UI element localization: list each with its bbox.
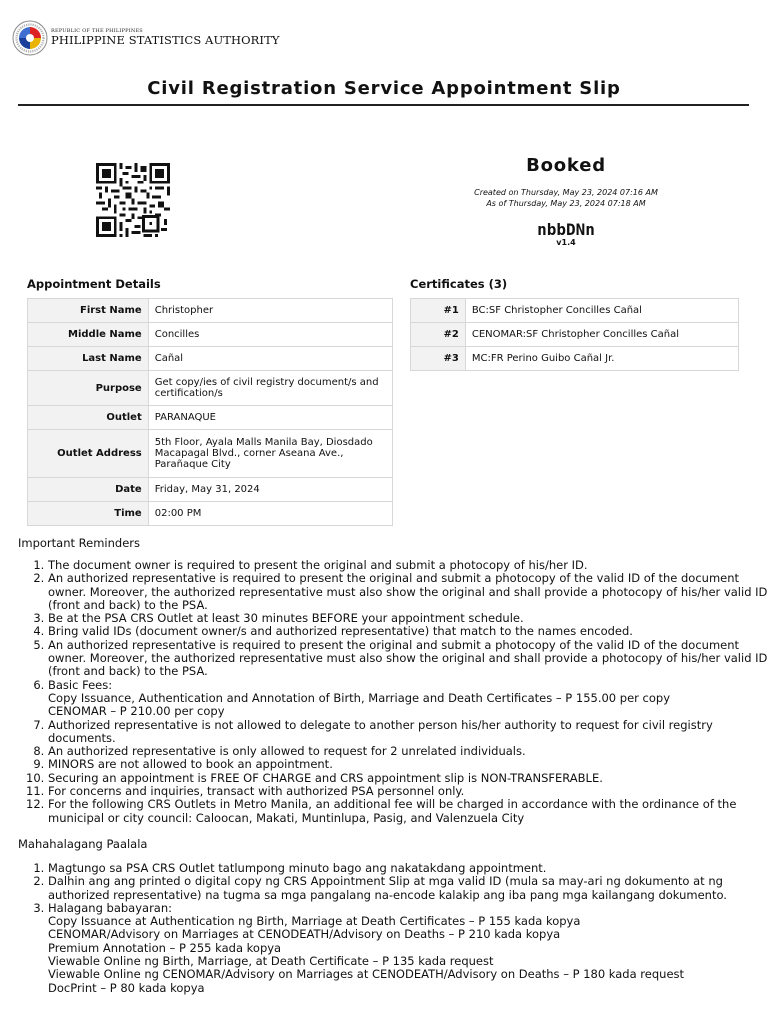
list-item-text: 7. Authorized representative is not allowed to delegate to another person his/her authority to request for civil registry documents. <box>48 717 713 745</box>
list-item-text: 12. For the following CRS Outlets in Metro Manila, an additional fee will be charged in accordance with the ordinance of the municipal or city council: Caloocan, Makati, Muntinlupa, Pasig, and Valenzuela City <box>48 797 737 825</box>
list-item-subline: CENOMAR/Advisory on Marriages at CENODEATH/Advisory on Deaths – P 210 kada kopya <box>48 927 561 942</box>
list-item <box>48 612 768 625</box>
list-item-text: 4. Bring valid IDs (document owner/s and authorized representative) that match to the names encoded. <box>48 624 633 639</box>
field-label: Purpose <box>28 371 149 406</box>
table-row <box>28 323 393 347</box>
appointment-table <box>27 298 393 526</box>
qr-code <box>95 163 171 237</box>
field-value: Get copy/ies of civil registry document/s and certification/s <box>148 371 392 406</box>
title-divider <box>18 104 749 106</box>
field-value: 5th Floor, Ayala Malls Manila Bay, Diosdado Macapagal Blvd., corner Aseana Ave., Parañaque City <box>148 430 392 478</box>
field-label: Time <box>28 502 149 526</box>
field-label: Date <box>28 478 149 502</box>
certificate-value: BC:SF Christopher Concilles Cañal <box>465 299 738 323</box>
field-label: Outlet <box>28 406 149 430</box>
list-item-subline: DocPrint – P 80 kada kopya <box>48 980 205 995</box>
list-item-subline: Premium Annotation – P 255 kada kopya <box>48 940 282 955</box>
psa-header <box>12 14 280 62</box>
list-item-subline: CENOMAR – P 210.00 per copy <box>48 704 225 719</box>
list-item-text: 9. MINORS are not allowed to book an appointment. <box>48 757 333 772</box>
list-item <box>48 639 768 679</box>
list-item <box>48 758 768 771</box>
list-item-subline: Copy Issuance at Authentication ng Birth, Marriage at Death Certificates – P 155 kada kopya <box>48 914 581 929</box>
list-item-text: 2. Dalhin ang ang printed o digital copy ng CRS Appointment Slip at mga valid ID (mula sa may-ari ng dokumento at ng authorized representative) na tugma sa mga pangalang na-encode kalakip ang iba pang mga kailangang dokumento. <box>48 874 727 902</box>
paalala-heading: Mahahalagang Paalala <box>18 837 148 851</box>
field-value: Christopher <box>148 299 392 323</box>
list-item <box>48 798 768 825</box>
table-row <box>28 430 393 478</box>
list-item-text: 11. For concerns and inquiries, transact with authorized PSA personnel only. <box>48 784 465 799</box>
list-item-text: 2. An authorized representative is required to present the original and submit a photocopy of the valid ID of the document owner. Moreover, the authorized representative must also show the original and shall provide a photocopy of his/her valid ID (front and back) to the PSA. <box>48 571 768 612</box>
list-item <box>48 572 768 612</box>
list-item <box>48 719 768 746</box>
paalala-list <box>18 862 768 995</box>
list-item <box>48 772 768 785</box>
field-value: Concilles <box>148 323 392 347</box>
field-label: First Name <box>28 299 149 323</box>
list-item <box>48 862 768 875</box>
field-value: Friday, May 31, 2024 <box>148 478 392 502</box>
certificates-heading: Certificates (3) <box>410 277 508 291</box>
list-item-subline: Viewable Online ng Birth, Marriage, at Death Certificate – P 135 kada request <box>48 954 494 969</box>
list-item-text: 8. An authorized representative is only allowed to request for 2 unrelated individuals. <box>48 744 526 759</box>
field-label: Outlet Address <box>28 430 149 478</box>
table-row <box>411 299 739 323</box>
page-title: Civil Registration Service Appointment Slip <box>147 78 621 99</box>
table-row <box>28 406 393 430</box>
list-item-subline: Viewable Online ng CENOMAR/Advisory on Marriages at CENODEATH/Advisory on Deaths – P 180 kada request <box>48 967 685 982</box>
list-item <box>48 902 768 995</box>
appointment-heading: Appointment Details <box>27 277 161 291</box>
republic-label: REPUBLIC OF THE PHILIPPINES <box>51 28 143 35</box>
table-row <box>411 323 739 347</box>
as-of-timestamp: As of Thursday, May 23, 2024 07:18 AM <box>486 199 646 208</box>
field-value: 02:00 PM <box>148 502 392 526</box>
list-item <box>48 559 768 572</box>
list-item-text: 3. Halagang babayaran: <box>48 900 173 915</box>
version-label: v1.4 <box>556 238 576 247</box>
list-item <box>48 679 768 719</box>
list-item-text: 5. An authorized representative is required to present the original and submit a photocopy of the valid ID of the document owner. Moreover, the authorized representative must also show the original and shall provide a photocopy of his/her valid ID (front and back) to the PSA. <box>48 637 768 679</box>
list-item-text: 1. The document owner is required to present the original and submit a photocopy of his/her ID. <box>48 558 588 572</box>
field-label: Last Name <box>28 347 149 371</box>
table-row <box>28 299 393 323</box>
list-item-text: 10. Securing an appointment is FREE OF CHARGE and CRS appointment slip is NON-TRANSFERABLE. <box>48 770 603 785</box>
list-item-text: 3. Be at the PSA CRS Outlet at least 30 minutes BEFORE your appointment schedule. <box>48 611 524 626</box>
certificate-number: #1 <box>411 299 466 323</box>
reference-code: nbbDNn <box>537 220 595 239</box>
list-item-text: 1. Magtungo sa PSA CRS Outlet tatlumpong minuto bago ang nakatakdang appointment. <box>48 861 547 875</box>
booking-status: Booked <box>526 155 606 176</box>
certificate-value: CENOMAR:SF Christopher Concilles Cañal <box>465 323 738 347</box>
certificate-number: #3 <box>411 347 466 371</box>
certificates-table <box>410 298 739 371</box>
reminders-list <box>18 559 768 825</box>
certificate-number: #2 <box>411 323 466 347</box>
field-label: Middle Name <box>28 323 149 347</box>
list-item <box>48 625 768 638</box>
field-value: PARANAQUE <box>148 406 392 430</box>
certificate-value: MC:FR Perino Guibo Cañal Jr. <box>465 347 738 371</box>
field-value: Cañal <box>148 347 392 371</box>
table-row <box>28 347 393 371</box>
list-item-subline: Copy Issuance, Authentication and Annotation of Birth, Marriage and Death Certificates – P 155.00 per copy <box>48 690 670 705</box>
reminders-heading: Important Reminders <box>18 536 140 550</box>
list-item <box>48 745 768 758</box>
agency-name: PHILIPPINE STATISTICS AUTHORITY <box>51 33 280 48</box>
created-timestamp: Created on Thursday, May 23, 2024 07:16 AM <box>474 188 658 197</box>
table-row <box>28 371 393 406</box>
table-row <box>28 502 393 526</box>
psa-seal-icon <box>12 20 48 56</box>
table-row <box>411 347 739 371</box>
table-row <box>28 478 393 502</box>
list-item <box>48 785 768 798</box>
list-item <box>48 875 768 902</box>
list-item-text: 6. Basic Fees: <box>48 677 113 692</box>
